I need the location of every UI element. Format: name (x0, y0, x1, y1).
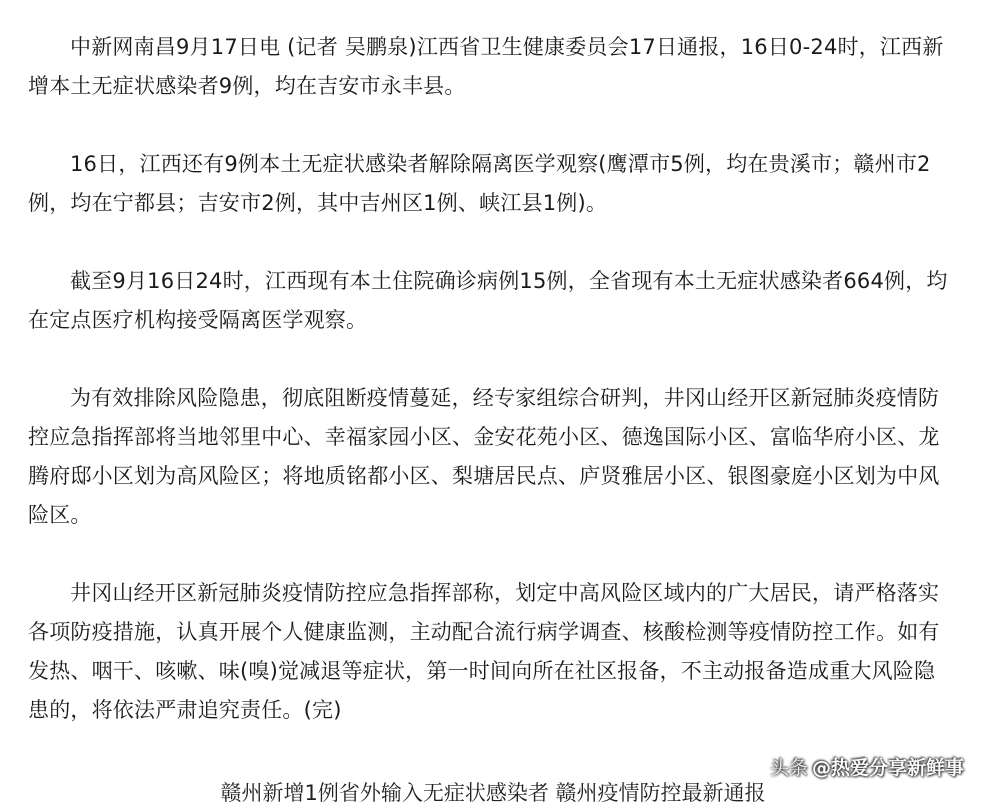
watermark (770, 753, 964, 780)
watermark-account: @热爱分享新鲜事 (811, 757, 964, 779)
article-paragraph: 截至9月16日24时，江西现有本土住院确诊病例15例，全省现有本土无症状感染者664例，均在定点医疗机构接受隔离医学观察。 (28, 269, 948, 332)
article-paragraph: 16日，江西还有9例本土无症状感染者解除隔离医学观察(鹰潭市5例，均在贵溪市；赣州市2例，均在宁都县；吉安市2例，其中吉州区1例、峡江县1例)。 (28, 152, 931, 215)
watermark-brand: 头条 (769, 757, 808, 779)
article-paragraph: 中新网南昌9月17日电 (记者 吴鹏泉)江西省卫生健康委员会17日通报，16日0-24时，江西新增本土无症状感染者9例，均在吉安市永丰县。 (28, 35, 944, 98)
image-caption: 赣州新增1例省外输入无症状感染者 赣州疫情防控最新通报 (220, 781, 766, 805)
article-body (28, 28, 948, 769)
article-paragraph: 井冈山经开区新冠肺炎疫情防控应急指挥部称，划定中高风险区域内的广大居民，请严格落实各项防疫措施，认真开展个人健康监测，主动配合流行病学调查、核酸检测等疫情防控工作。如有发热、咽干、咳嗽、味(嗅)觉减退等症状，第一时间向所在社区报备，不主动报备造成重大风险隐患的，将依法严肃追究责任。(完) (28, 581, 940, 722)
article-paragraph: 为有效排除风险隐患，彻底阻断疫情蔓延，经专家组综合研判，井冈山经开区新冠肺炎疫情防控应急指挥部将当地邻里中心、幸福家园小区、金安花苑小区、德逸国际小区、富临华府小区、龙腾府邸小区划为高风险区；将地质铭都小区、梨塘居民点、庐贤雅居小区、银图豪庭小区划为中风险区。 (28, 386, 940, 527)
